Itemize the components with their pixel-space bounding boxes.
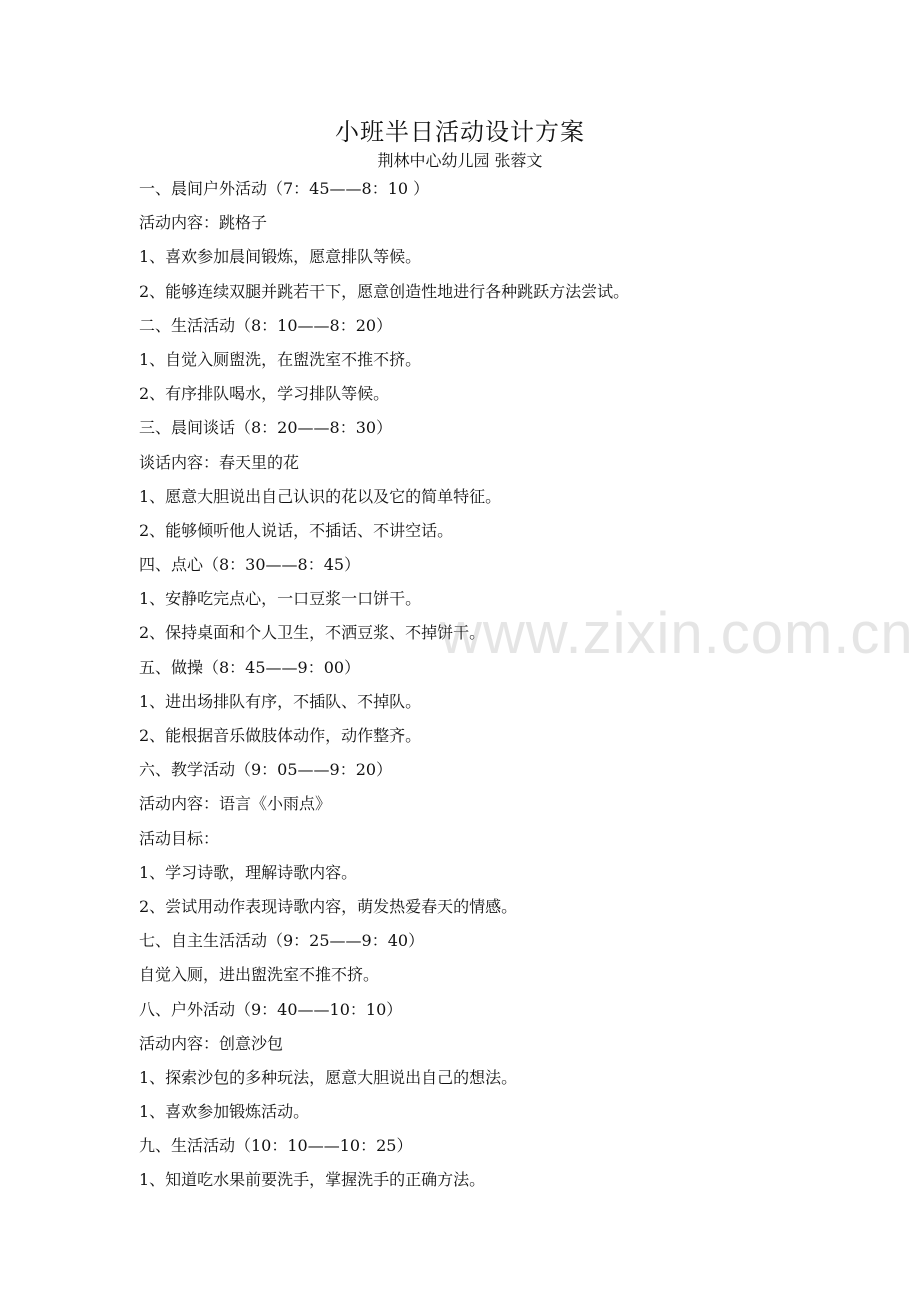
- document-line: 一、晨间户外活动（7：45——8：10 ）: [139, 179, 430, 198]
- document-line: 1、愿意大胆说出自己认识的花以及它的简单特征。: [139, 486, 502, 506]
- document-line: 1、自觉入厕盥洗，在盥洗室不推不挤。: [139, 349, 422, 369]
- document-line: 活动目标：: [139, 828, 220, 848]
- document-title: 小班半日活动设计方案: [335, 118, 585, 146]
- document-line: 四、点心（8：30——8：45）: [139, 555, 361, 575]
- watermark-text: www.zixin.com.cn: [440, 601, 914, 666]
- document-line: 2、尝试用动作表现诗歌内容，萌发热爱春天的情感。: [139, 896, 518, 916]
- document-line: 2、保持桌面和个人卫生，不洒豆浆、不掉饼干。: [139, 623, 486, 643]
- document-line: 活动内容：创意沙包: [139, 1033, 284, 1053]
- document-line: 1、安静吃完点心，一口豆浆一口饼干。: [139, 589, 422, 609]
- document-line: 七、自主生活活动（9：25——9：40）: [139, 931, 425, 951]
- document-line: 八、户外活动（9：40——10：10）: [139, 999, 403, 1019]
- document-line: 2、有序排队喝水，学习排队等候。: [139, 384, 390, 404]
- document-line: 2、能够连续双腿并跳若干下，愿意创造性地进行各种跳跃方法尝试。: [139, 281, 630, 301]
- document-line: 2、能根据音乐做肢体动作，动作整齐。: [139, 726, 422, 745]
- document-line: 自觉入厕，进出盥洗室不推不挤。: [139, 965, 380, 985]
- document-line: 1、学习诗歌，理解诗歌内容。: [139, 862, 358, 882]
- document-line: 1、进出场排队有序，不插队、不掉队。: [139, 691, 422, 711]
- document-line: 谈话内容：春天里的花: [139, 452, 300, 472]
- document-line: 活动内容：跳格子: [139, 213, 268, 233]
- document-subtitle: 荆林中心幼儿园 张蓉文: [377, 151, 543, 170]
- document-line: 九、生活活动（10：10——10：25）: [139, 1136, 413, 1156]
- document-line: 二、生活活动（8：10——8：20）: [139, 315, 393, 335]
- document-line: 1、喜欢参加晨间锻炼，愿意排队等候。: [139, 247, 422, 267]
- document-line: 活动内容：语言《小雨点》: [139, 794, 332, 814]
- document-line: 1、探索沙包的多种玩法，愿意大胆说出自己的想法。: [139, 1067, 518, 1087]
- document-line: 1、喜欢参加锻炼活动。: [139, 1102, 310, 1122]
- document-line: 2、能够倾听他人说话，不插话、不讲空话。: [139, 520, 454, 540]
- document-line: 三、晨间谈话（8：20——8：30）: [139, 418, 393, 438]
- document-line: 六、教学活动（9：05——9：20）: [139, 760, 393, 780]
- document-body: [139, 178, 839, 1204]
- document-line: 1、知道吃水果前要洗手，掌握洗手的正确方法。: [139, 1170, 486, 1190]
- document-line: 五、做操（8：45——9：00）: [139, 657, 361, 677]
